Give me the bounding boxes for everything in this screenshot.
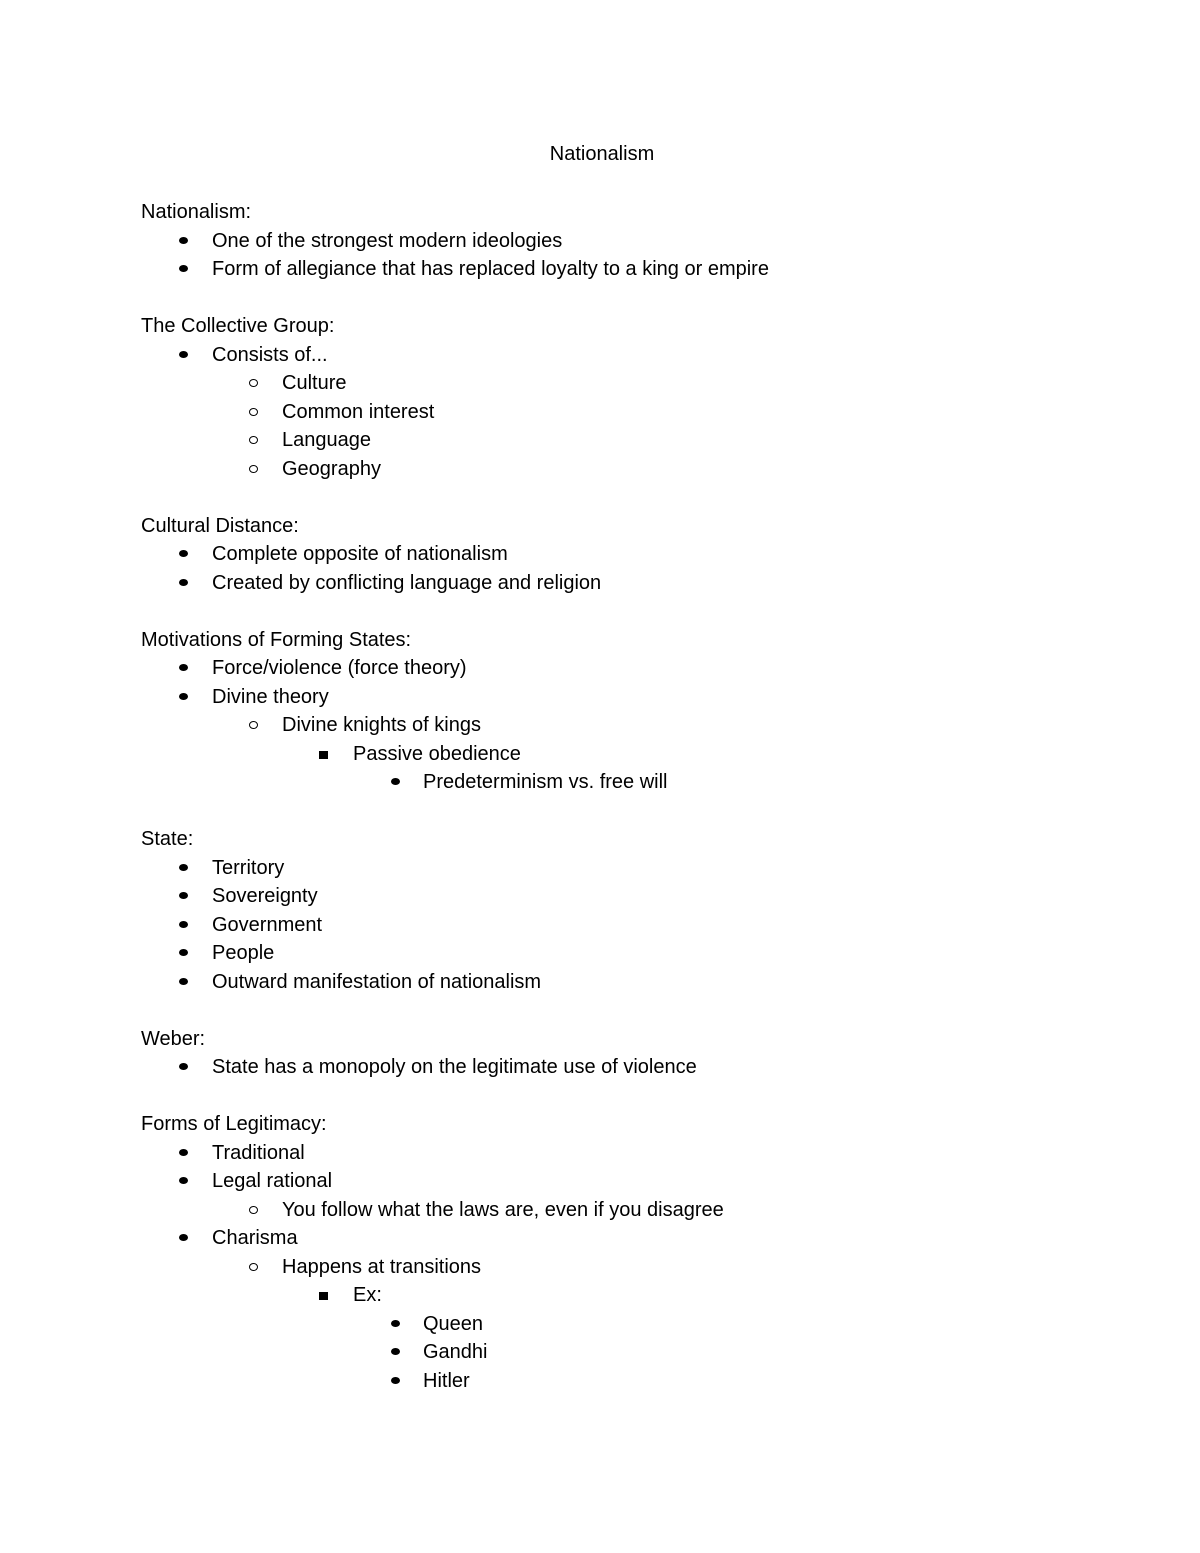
disc-bullet-icon [179,1149,188,1156]
disc-bullet-icon [179,1063,188,1070]
list-item: Traditional [141,1139,1121,1168]
disc-bullet-icon [179,550,188,557]
document-body [141,198,1121,1395]
section-heading: Nationalism: [141,201,252,223]
section-heading: Cultural Distance: [141,514,299,537]
list-item: People [141,939,1121,968]
section-heading: Forms of Legitimacy: [141,1113,327,1135]
disc-bullet-icon [179,265,188,272]
list-item: One of the strongest modern ideologies [141,227,1121,256]
list-item: Territory [141,854,1121,883]
disc-bullet-icon [179,579,188,586]
circle-bullet-icon [249,1263,258,1271]
sub-list-item: Common interest [141,398,1121,427]
circle-bullet-icon [249,436,258,444]
disc-bullet-icon [179,892,188,899]
blank-line [141,284,1121,313]
disc-bullet-icon [179,237,188,244]
sub-list-item: You follow what the laws are, even if you disagree [141,1196,1121,1225]
square-bullet-icon [319,751,328,759]
list-item: Government [141,911,1121,940]
circle-bullet-icon [249,408,258,416]
list-item: Complete opposite of nationalism [141,540,1121,569]
sub-sub-sub-list-item: Queen [141,1310,1121,1339]
disc-bullet-icon [391,1320,400,1327]
circle-bullet-icon [249,721,258,729]
sub-list-item: Divine knights of kings [141,711,1121,740]
sub-sub-sub-list-item: Predeterminism vs. free will [141,768,1121,797]
blank-line [141,597,1121,626]
circle-bullet-icon [249,465,258,473]
section-heading: Weber: [141,1027,206,1050]
list-item: Legal rational [141,1167,1121,1196]
list-item: Form of allegiance that has replaced loyalty to a king or empire [141,255,1121,284]
section-heading: Motivations of Forming States: [141,628,412,651]
sub-list-item: Language [141,426,1121,455]
list-item: State has a monopoly on the legitimate use of violence [141,1053,1121,1082]
sub-sub-sub-list-item: Hitler [141,1367,1121,1396]
disc-bullet-icon [391,1377,400,1384]
disc-bullet-icon [179,949,188,956]
list-item: Divine theory [141,683,1121,712]
blank-line [141,797,1121,826]
sub-list-item: Geography [141,455,1121,484]
section-heading: The Collective Group: [141,315,335,337]
list-item: Outward manifestation of nationalism [141,968,1121,997]
list-item: Consists of... [141,341,1121,370]
sub-list-item: Culture [141,369,1121,398]
disc-bullet-icon [179,351,188,358]
blank-line [141,996,1121,1025]
disc-bullet-icon [179,1234,188,1241]
circle-bullet-icon [249,379,258,387]
blank-line [141,1082,1121,1111]
list-item: Created by conflicting language and religion [141,569,1121,598]
disc-bullet-icon [391,778,400,785]
disc-bullet-icon [391,1348,400,1355]
square-bullet-icon [319,1292,328,1300]
blank-line [141,483,1121,512]
disc-bullet-icon [179,864,188,871]
list-item: Sovereignty [141,882,1121,911]
sub-list-item: Happens at transitions [141,1253,1121,1282]
sub-sub-list-item: Ex: [141,1281,1121,1310]
section-heading: State: [141,828,194,850]
sub-sub-sub-list-item: Gandhi [141,1338,1121,1367]
disc-bullet-icon [179,921,188,928]
disc-bullet-icon [179,693,188,700]
list-item: Charisma [141,1224,1121,1253]
sub-sub-list-item: Passive obedience [141,740,1121,769]
disc-bullet-icon [179,1177,188,1184]
disc-bullet-icon [179,978,188,985]
disc-bullet-icon [179,664,188,671]
circle-bullet-icon [249,1206,258,1214]
list-item: Force/violence (force theory) [141,654,1121,683]
document-title: Nationalism [549,143,655,165]
